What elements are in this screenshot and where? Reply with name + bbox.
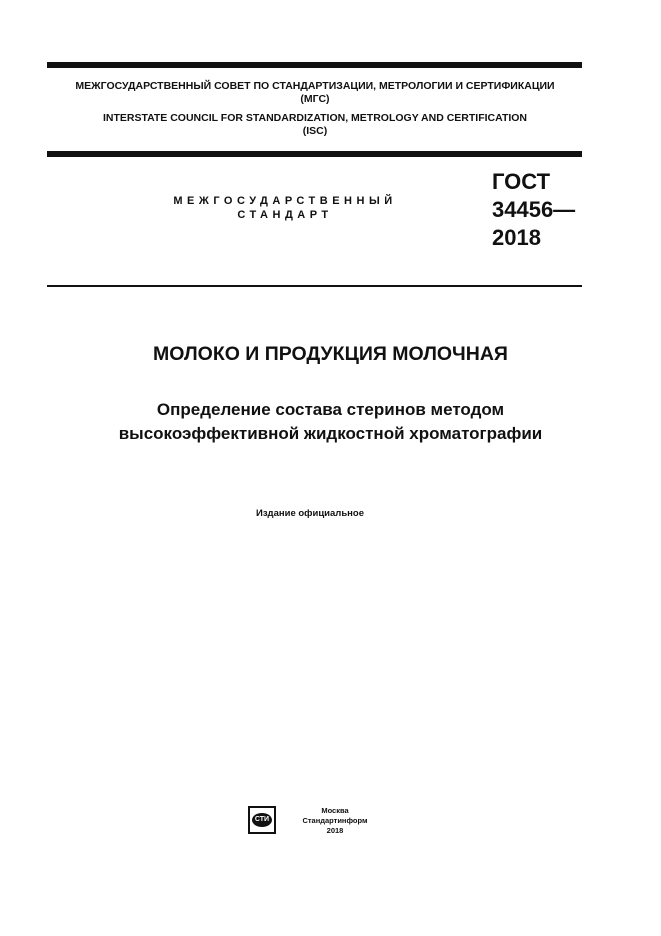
standard-type-line1: МЕЖГОСУДАРСТВЕННЫЙ	[173, 195, 397, 207]
document-title: МОЛОКО И ПРОДУКЦИЯ МОЛОЧНАЯ	[153, 343, 508, 365]
gost-prefix: ГОСТ	[492, 169, 551, 194]
council-ru-abbr: (МГС)	[300, 93, 330, 105]
subtitle-line1: Определение состава стеринов методом	[156, 400, 505, 419]
council-block	[40, 80, 590, 138]
publisher-logo	[248, 806, 276, 834]
publisher-city: Москва	[321, 806, 349, 815]
standard-type-line2: СТАНДАРТ	[237, 209, 333, 221]
council-ru-name: МЕЖГОСУДАРСТВЕННЫЙ СОВЕТ ПО СТАНДАРТИЗАЦИИ, МЕТРОЛОГИИ И СЕРТИФИКАЦИИ	[75, 80, 555, 92]
lower-rule	[47, 285, 582, 287]
subtitle-line2: высокоэффективной жидкостной хроматографии	[118, 424, 543, 443]
publisher-name: Стандартинформ	[302, 816, 368, 825]
top-rule	[47, 62, 582, 68]
council-en-abbr: (ISC)	[302, 125, 328, 137]
logo-emblem: СТИ	[252, 813, 272, 827]
gost-number: 34456—	[492, 197, 576, 222]
publisher-imprint	[290, 806, 380, 836]
edition-note: Издание официальное	[256, 508, 364, 519]
standard-type	[140, 194, 430, 222]
document-subtitle	[0, 398, 661, 446]
council-en-name: INTERSTATE COUNCIL FOR STANDARDIZATION, METROLOGY AND CERTIFICATION	[102, 112, 528, 124]
middle-rule	[47, 151, 582, 157]
publisher-year: 2018	[326, 826, 344, 835]
gost-designation	[492, 168, 575, 252]
gost-year: 2018	[492, 225, 541, 250]
